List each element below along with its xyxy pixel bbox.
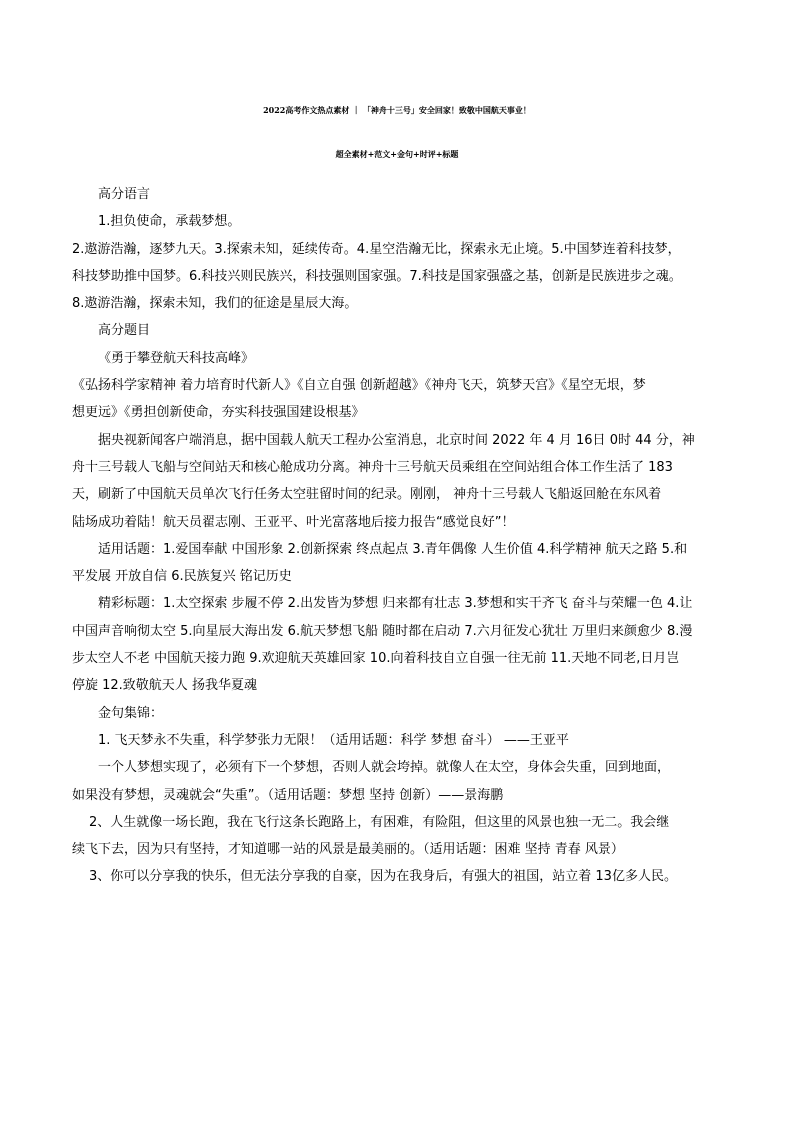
text-line: 3、你可以分享我的快乐，但无法分享我的自豪，因为在我身后，有强大的祖国，站立着 13亿多人民。 [89,869,677,885]
section-heading-titles: 高分题目 [98,323,151,339]
text-line: 平发展 开放自信 6.民族复兴 铭记历史 [72,569,292,585]
text-line: 一个人梦想实现了，必须有下一个梦想，否则人就会垮掉。就像人在太空，身体会失重，回到地面， [98,760,671,776]
text-line: 续飞下去，因为只有坚持，才知道哪一站的风景是最美丽的。（适用话题：困难 坚持 青春 风景） [72,842,624,858]
text-line: 步太空人不老 中国航天接力跑 9.欢迎航天英雄回家 10.向着科技自立自强一往无前 11.天地不同老,日月岂 [72,651,680,667]
text-line: 《弘扬科学家精神 着力培育时代新人》《自立自强 创新超越》《神舟飞天，筑梦天宫》《星空无垠，梦 [72,378,646,394]
section-heading-language: 高分语言 [98,187,151,202]
document-title: 2022高考作文热点素材 ｜ 「神舟十三号」安全回家！致敬中国航天事业！ [263,105,531,115]
text-line: 科技梦助推中国梦。6.科技兴则民族兴，科技强则国家强。7.科技是国家强盛之基，创新是民族进步之魂。 [72,268,682,284]
text-line: 中国声音响彻太空 5.向星辰大海出发 6.航天梦想飞船 随时都在启动 7.六月征发心犹壮 万里归来颜愈少 8.漫 [72,623,693,639]
section-heading-quotes: 金句集锦： [98,705,164,721]
text-line: 适用话题：1.爱国奉献 中国形象 2.创新探索 终点起点 3.青年偶像 人生价值 4.科学精神 航天之路 5.和 [98,541,688,557]
text-line: 如果没有梦想，灵魂就会“失重”。（适用话题：梦想 坚持 创新）——景海鹏 [72,787,504,803]
text-line: 据央视新闻客户端消息，据中国载人航天工程办公室消息，北京时间 2022 年 4 月 16日 0时 44 分，神 [98,432,695,448]
text-line: 2、人生就像一场长跑，我在飞行这条长跑路上，有困难，有险阻，但这里的风景也独一无二。我会继 [89,814,670,830]
text-line: 8.遨游浩瀚，探索未知，我们的征途是星辰大海。 [72,296,358,312]
text-line: 《勇于攀登航天科技高峰》 [98,350,255,366]
text-line: 1.担负使命，承载梦想。 [98,214,241,230]
text-line: 天，刷新了中国航天员单次飞行任务太空驻留时间的纪录。刚刚， 神舟十三号载人飞船返回舱在东风着 [72,487,662,503]
text-line: 想更远》《勇担创新使命，夯实科技强国建设根基》 [72,405,365,421]
text-line: 精彩标题：1.太空探索 步履不停 2.出发皆为梦想 归来都有壮志 3.梦想和实干齐飞 奋斗与荣耀一色 4.让 [98,596,693,612]
text-line: 舟十三号载人飞船与空间站天和核心舱成功分离。神舟十三号航天员乘组在空间站组合体工作生活了 183 [72,459,673,475]
document-subtitle: 超全素材+范文+金句+时评+标题 [335,149,459,159]
document-body [72,181,742,891]
text-line: 停旋 12.致敬航天人 扬我华夏魂 [72,678,257,694]
text-line: 陆场成功着陆！航天员翟志刚、王亚平、叶光富落地后接力报告“感觉良好”！ [72,514,515,530]
text-line: 1. 飞天梦永不失重，科学梦张力无限！（适用话题：科学 梦想 奋斗） ——王亚平 [98,732,569,748]
text-line: 2.遨游浩瀚，逐梦九天。3.探索未知，延续传奇。4.星空浩瀚无比，探索永无止境。5.中国梦连着科技梦， [72,241,681,257]
